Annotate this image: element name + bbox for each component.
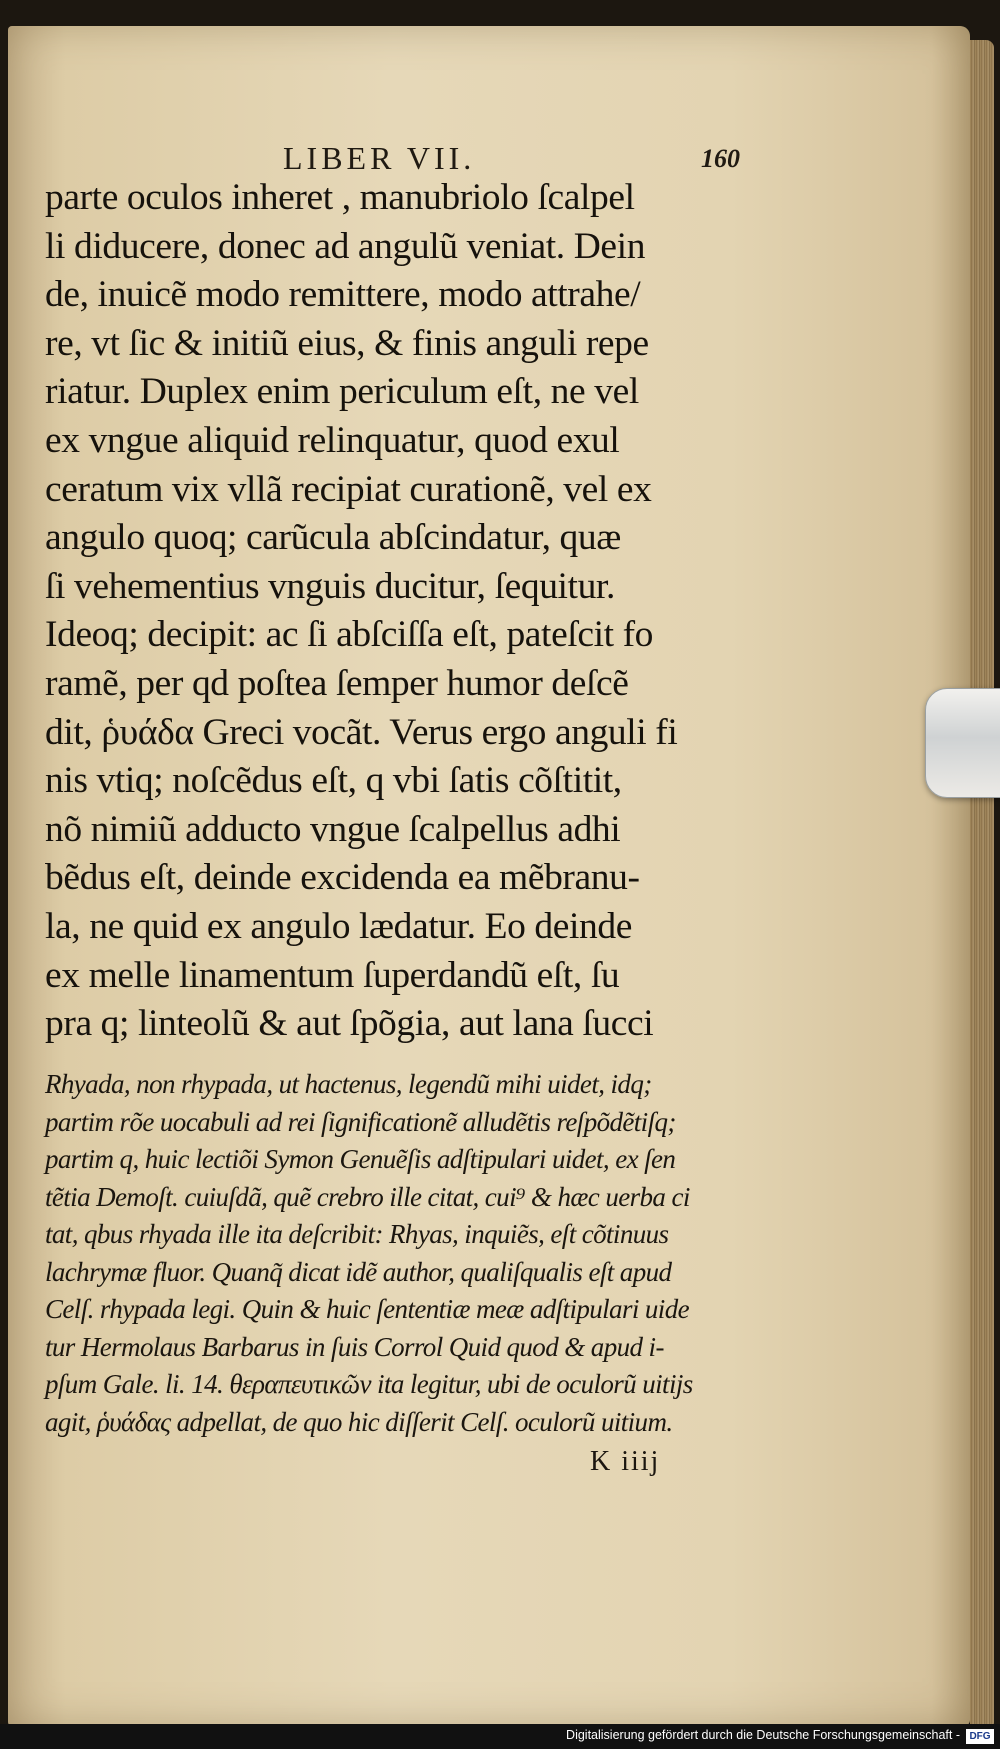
text-line: nis vtiq; noſcẽdus eſt, q vbi ſatis cõſtitit, xyxy=(45,760,622,802)
annotation-line: lachrymæ fluor. Quanq̃ dicat idẽ author, qualiſqualis eſt apud xyxy=(45,1256,672,1287)
funding-credit: Digitalisierung gefördert durch die Deutsche Forschungsgemeinschaft - xyxy=(566,1728,960,1742)
text-line: ex vngue aliquid relinquatur, quod exul xyxy=(45,419,620,461)
annotation-line: partim q, huic lectiõi Symon Genuẽſis adſtipulari uidet, ex ſen xyxy=(45,1144,676,1174)
folio-number: 160 xyxy=(701,144,740,173)
annotation-block xyxy=(45,1066,775,1441)
signature-mark: K iiij xyxy=(590,1446,661,1477)
text-line: re, vt ſic & initiũ eius, & finis anguli repe xyxy=(45,322,649,364)
text-line: li diducere, donec ad angulũ veniat. Dein xyxy=(45,225,646,267)
annotation-line: Rhyada, non rhypada, ut hactenus, legendũ mihi uidet, idq; xyxy=(45,1069,652,1099)
text-line: ceratum vix vllã recipiat curationẽ, vel ex xyxy=(45,468,652,510)
footer-bar xyxy=(0,1724,1000,1749)
text-line: parte oculos inheret , manubriolo ſcalpel xyxy=(45,177,635,218)
annotation-line: agit, ῥυάδας adpellat, de quo hic diſſerit Celſ. oculorũ uitium. xyxy=(45,1406,673,1437)
text-line: ſi vehementius vnguis ducitur, ſequitur. xyxy=(45,565,615,607)
annotation-line: tat, qbus rhyada ille ita deſcribit: Rhyas, inquiẽs, eſt cõtinuus xyxy=(45,1219,669,1249)
text-line: ex melle linamentum ſuperdandũ eſt, ſu xyxy=(45,954,620,996)
main-text-block xyxy=(45,174,770,1049)
running-title: LIBER VII. xyxy=(283,140,476,176)
text-line: dit, ῥυάδα Greci vocãt. Verus ergo anguli fi xyxy=(45,711,678,753)
text-line: angulo quoq; carũcula abſcindatur, quæ xyxy=(45,517,621,559)
text-line: pra q; linteolũ & aut ſpõgia, aut lana ſucci xyxy=(45,1003,654,1045)
annotation-line: pſum Gale. li. 14. θεραπευτικῶν ita legitur, ubi de oculorũ uitijs xyxy=(45,1369,693,1399)
text-line: de, inuicẽ modo remittere, modo attrahe/ xyxy=(45,274,641,316)
page-edges xyxy=(970,40,994,1730)
text-line: nõ nimiũ adducto vngue ſcalpellus adhi xyxy=(45,808,621,850)
dfg-logo: DFG xyxy=(966,1729,994,1744)
text-line: riatur. Duplex enim periculum eſt, ne vel xyxy=(45,371,639,413)
page-marker-tab xyxy=(925,688,1000,798)
text-line: ramẽ, per qd poſtea ſemper humor deſcẽ xyxy=(45,662,629,704)
annotation-line: tur Hermolaus Barbarus in ſuis Corrol Quid quod & apud i- xyxy=(45,1331,664,1362)
annotation-line: partim rõe uocabuli ad rei ſignificationẽ alludẽtis reſpõdẽtiſq; xyxy=(45,1106,676,1137)
annotation-line: tẽtia Demoſt. cuiuſdã, quẽ crebro ille citat, cui⁹ & hæc uerba ci xyxy=(45,1181,690,1212)
text-line: Ideoq; decipit: ac ſi abſciſſa eſt, pateſcit fo xyxy=(45,614,654,656)
text-line: bẽdus eſt, deinde excidenda ea mẽbranu- xyxy=(45,857,640,899)
annotation-line: Celſ. rhypada legi. Quin & huic ſententiæ meæ adſtipulari uide xyxy=(45,1294,689,1324)
text-line: la, ne quid ex angulo lædatur. Eo deinde xyxy=(45,905,632,947)
